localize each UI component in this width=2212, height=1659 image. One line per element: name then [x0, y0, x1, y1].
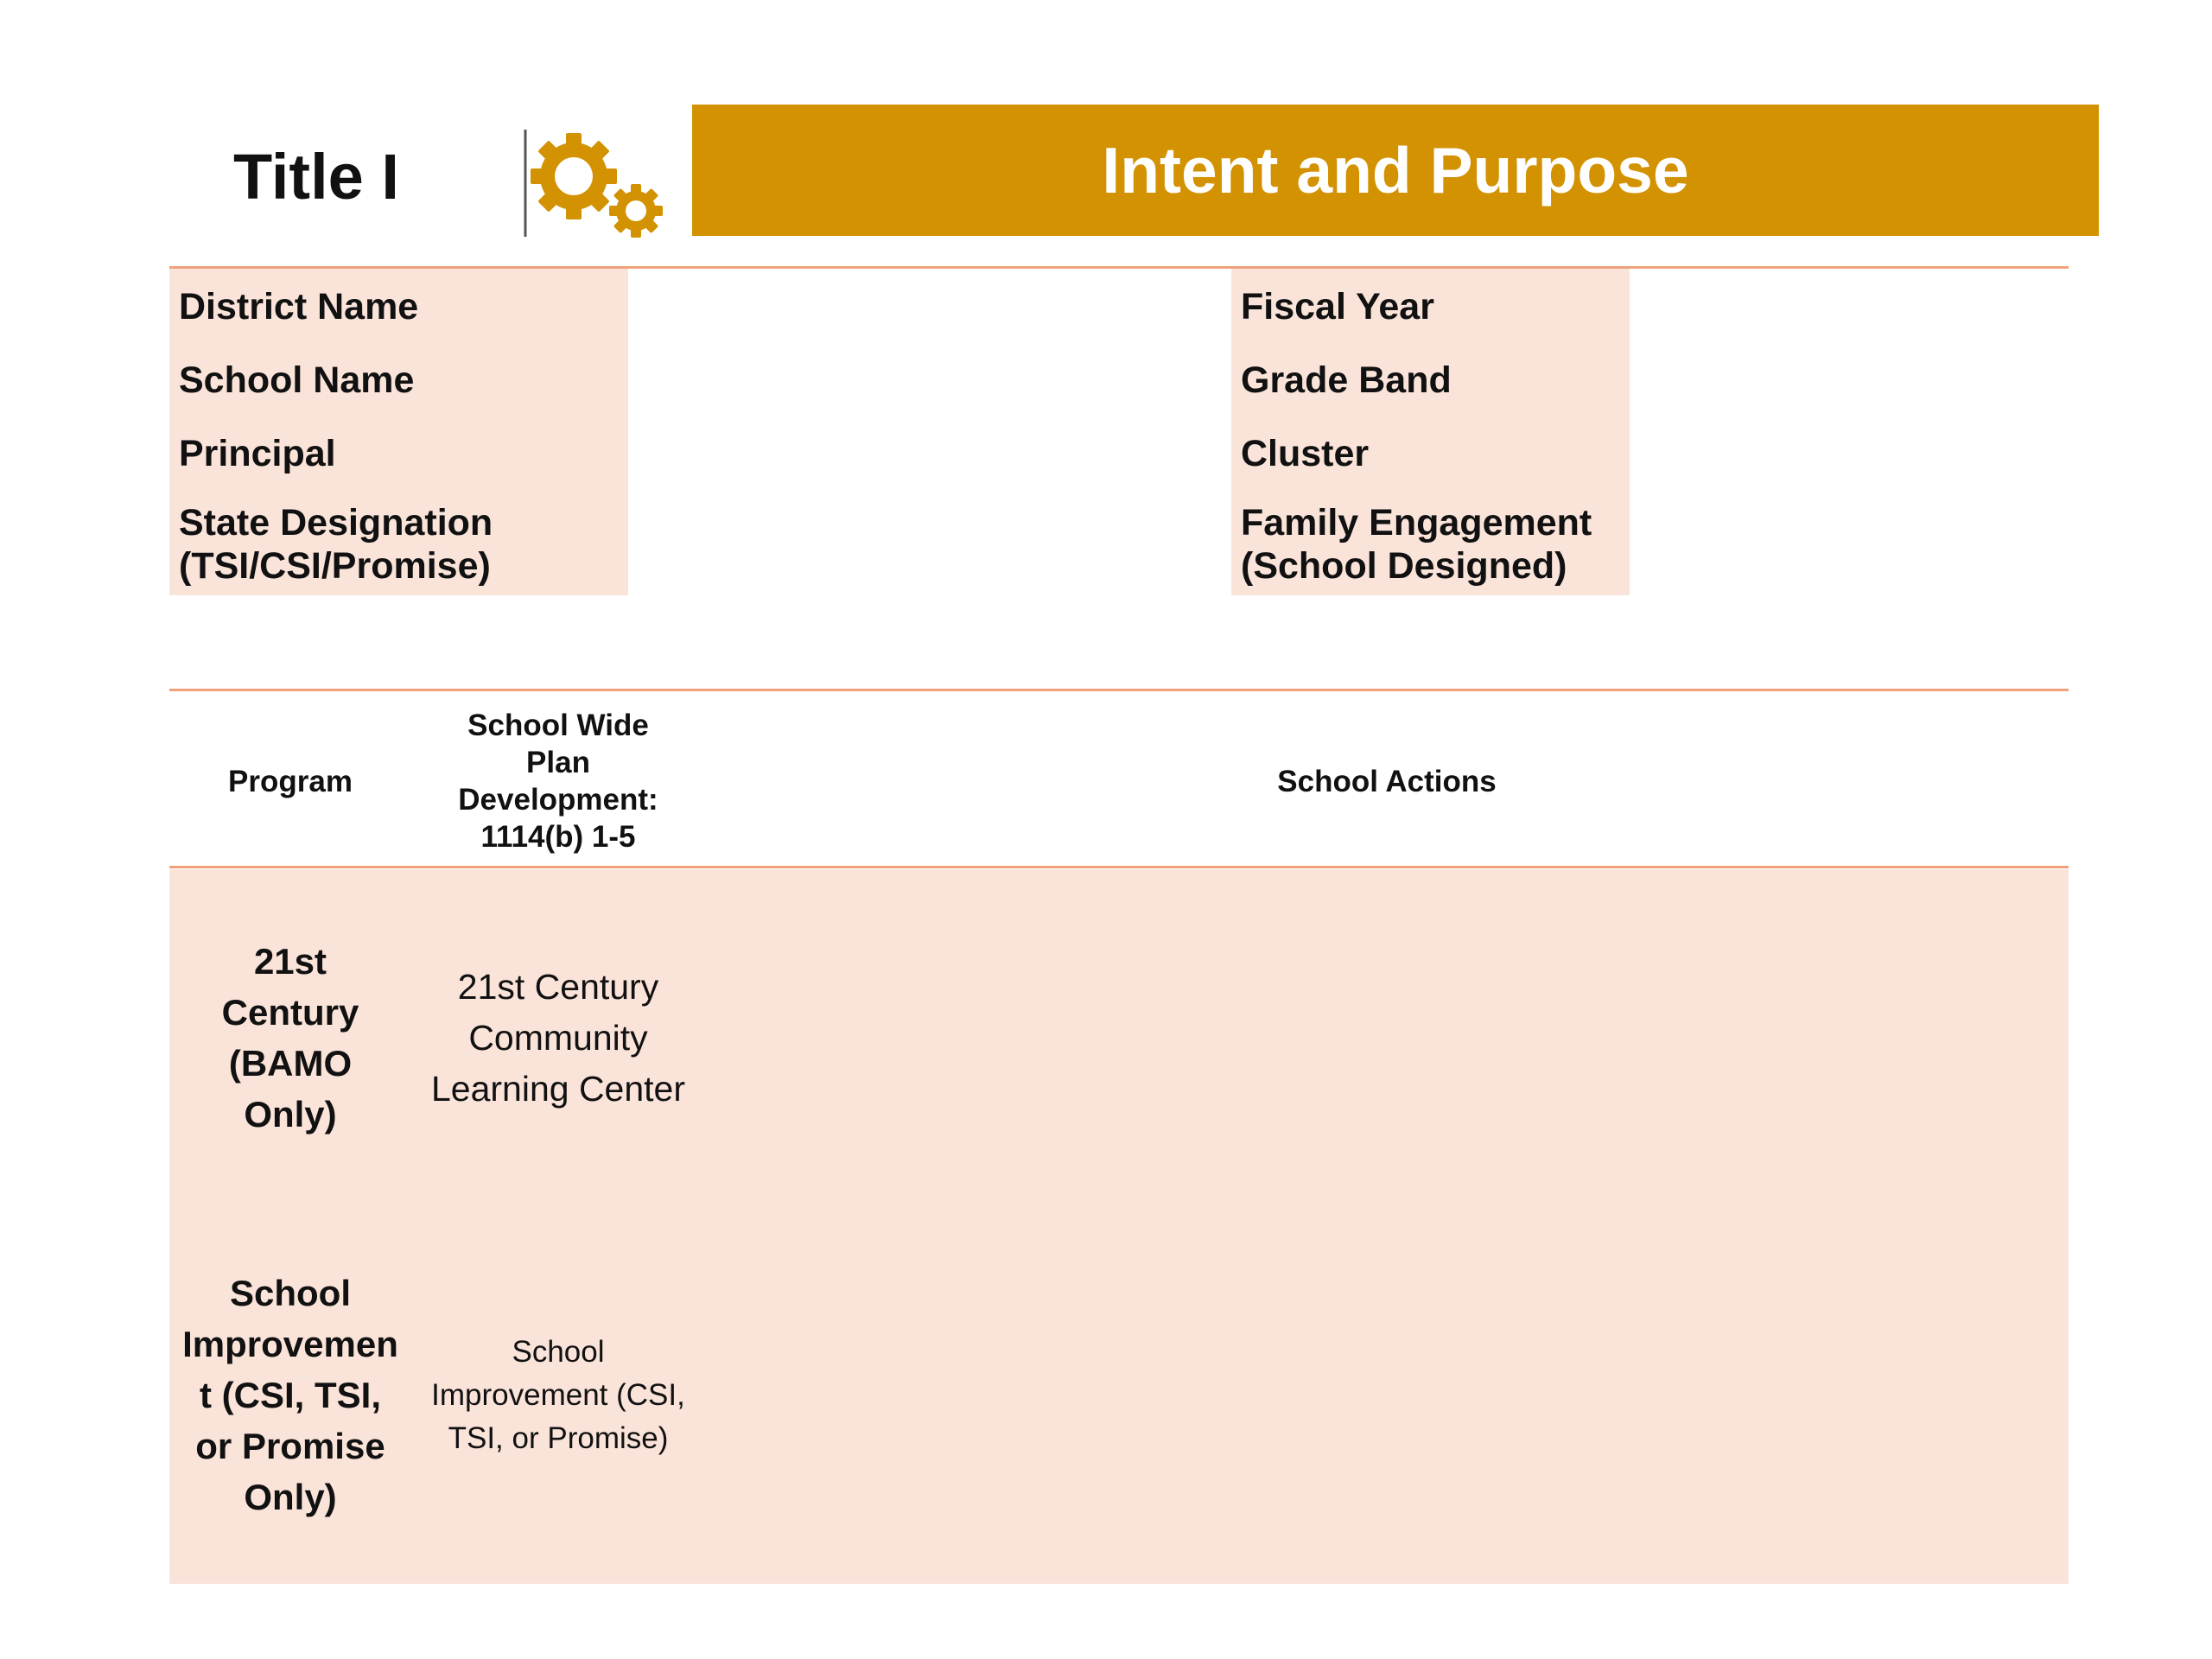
school-name-label: School Name — [179, 359, 415, 401]
state-designation-label: State Designation (TSI/CSI/Promise) — [179, 502, 493, 587]
plan-description: 21st Century Community Learning Center — [430, 966, 686, 1109]
program-cell — [169, 869, 411, 1206]
principal-label: Principal — [179, 433, 336, 474]
program-cell — [169, 1206, 411, 1584]
program-column-header: Program — [228, 764, 353, 798]
page-title: Title I — [233, 141, 399, 213]
school-actions-cell[interactable] — [705, 1206, 2069, 1584]
plan-column-header: School Wide Plan Development: 1114(b) 1-5 — [458, 709, 658, 854]
divider — [169, 689, 2069, 691]
gears-icon — [522, 126, 669, 240]
actions-column-header: School Actions — [1277, 764, 1497, 798]
program-name: 21st Century (BAMO Only) — [221, 941, 359, 1135]
district-name-label: District Name — [179, 286, 419, 327]
program-name: School Improvemen t (CSI, TSI, or Promise Only) — [182, 1273, 398, 1517]
cluster-label: Cluster — [1241, 433, 1370, 474]
divider — [169, 866, 2069, 868]
header-plan-cell — [411, 698, 705, 864]
header-actions-cell — [705, 698, 2069, 864]
header-banner — [692, 105, 2099, 236]
table-row — [169, 1206, 2069, 1584]
header-program-cell — [169, 698, 411, 864]
grade-band-label: Grade Band — [1241, 359, 1452, 401]
plan-description: School Improvement (CSI, TSI, or Promise) — [431, 1334, 685, 1455]
banner-title: Intent and Purpose — [1102, 134, 1689, 207]
plan-cell — [411, 869, 705, 1206]
fiscal-year-label: Fiscal Year — [1241, 286, 1434, 327]
table-row — [169, 869, 2069, 1206]
family-engagement-label: Family Engagement (School Designed) — [1241, 502, 1592, 587]
plan-cell — [411, 1206, 705, 1584]
school-actions-cell[interactable] — [705, 869, 2069, 1206]
